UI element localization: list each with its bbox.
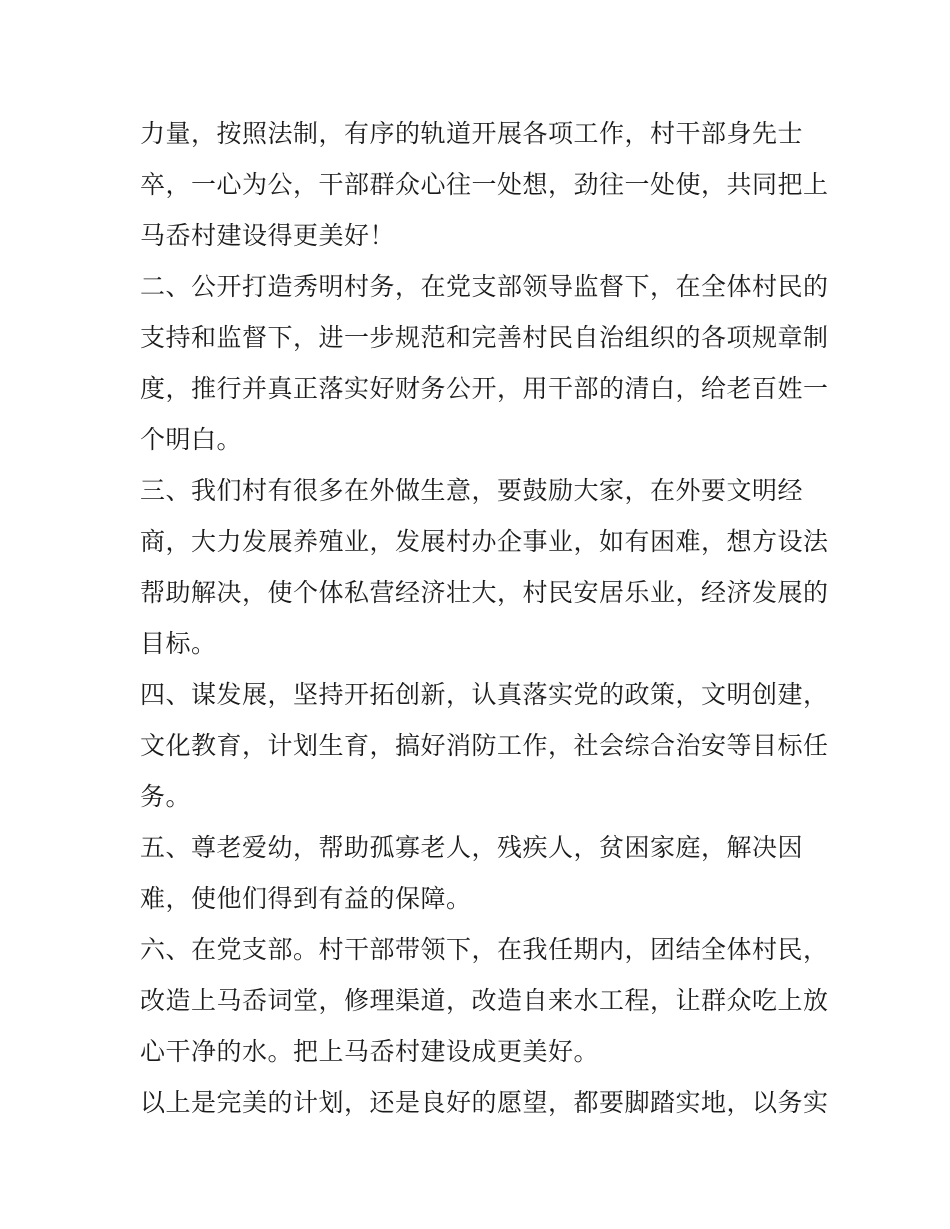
text-line: 力量，按照法制，有序的轨道开展各项工作，村干部身先士 xyxy=(140,119,804,148)
text-line: 心干净的水。把上马岙村建设成更美好。 xyxy=(140,1037,600,1066)
text-line: 五、尊老爱幼，帮助孤寡老人，残疾人，贫困家庭，解决因 xyxy=(140,833,804,862)
text-line: 六、在党支部。村干部带领下，在我任期内，团结全体村民， xyxy=(140,935,829,964)
text-line: 目标。 xyxy=(140,629,217,658)
document-body xyxy=(140,108,829,1128)
text-line: 帮助解决，使个体私营经济壮大，村民安居乐业，经济发展的 xyxy=(140,578,829,607)
text-line: 个明白。 xyxy=(140,425,243,454)
text-line: 文化教育，计划生育，搞好消防工作，社会综合治安等目标任 xyxy=(140,731,829,760)
text-line: 商，大力发展养殖业，发展村办企事业，如有困难，想方设法 xyxy=(140,527,829,556)
text-line: 以上是完美的计划，还是良好的愿望，都要脚踏实地，以务实 xyxy=(140,1088,829,1117)
text-line: 度，推行并真正落实好财务公开，用干部的清白，给老百姓一 xyxy=(140,374,829,403)
text-line: 卒，一心为公，干部群众心往一处想，劲往一处使，共同把上 xyxy=(140,170,829,199)
text-line: 马岙村建设得更美好！ xyxy=(140,221,396,250)
text-line: 改造上马岙词堂，修理渠道，改造自来水工程，让群众吃上放 xyxy=(140,986,829,1015)
text-line: 二、公开打造秀明村务，在党支部领导监督下，在全体村民的 xyxy=(140,272,829,301)
text-line: 务。 xyxy=(140,782,192,811)
text-line: 支持和监督下，进一步规范和完善村民自治组织的各项规章制 xyxy=(140,323,829,352)
text-line: 难，使他们得到有益的保障。 xyxy=(140,884,472,913)
text-line: 三、我们村有很多在外做生意，要鼓励大家，在外要文明经 xyxy=(140,476,804,505)
text-line: 四、谋发展，坚持开拓创新，认真落实党的政策，文明创建， xyxy=(140,680,829,709)
